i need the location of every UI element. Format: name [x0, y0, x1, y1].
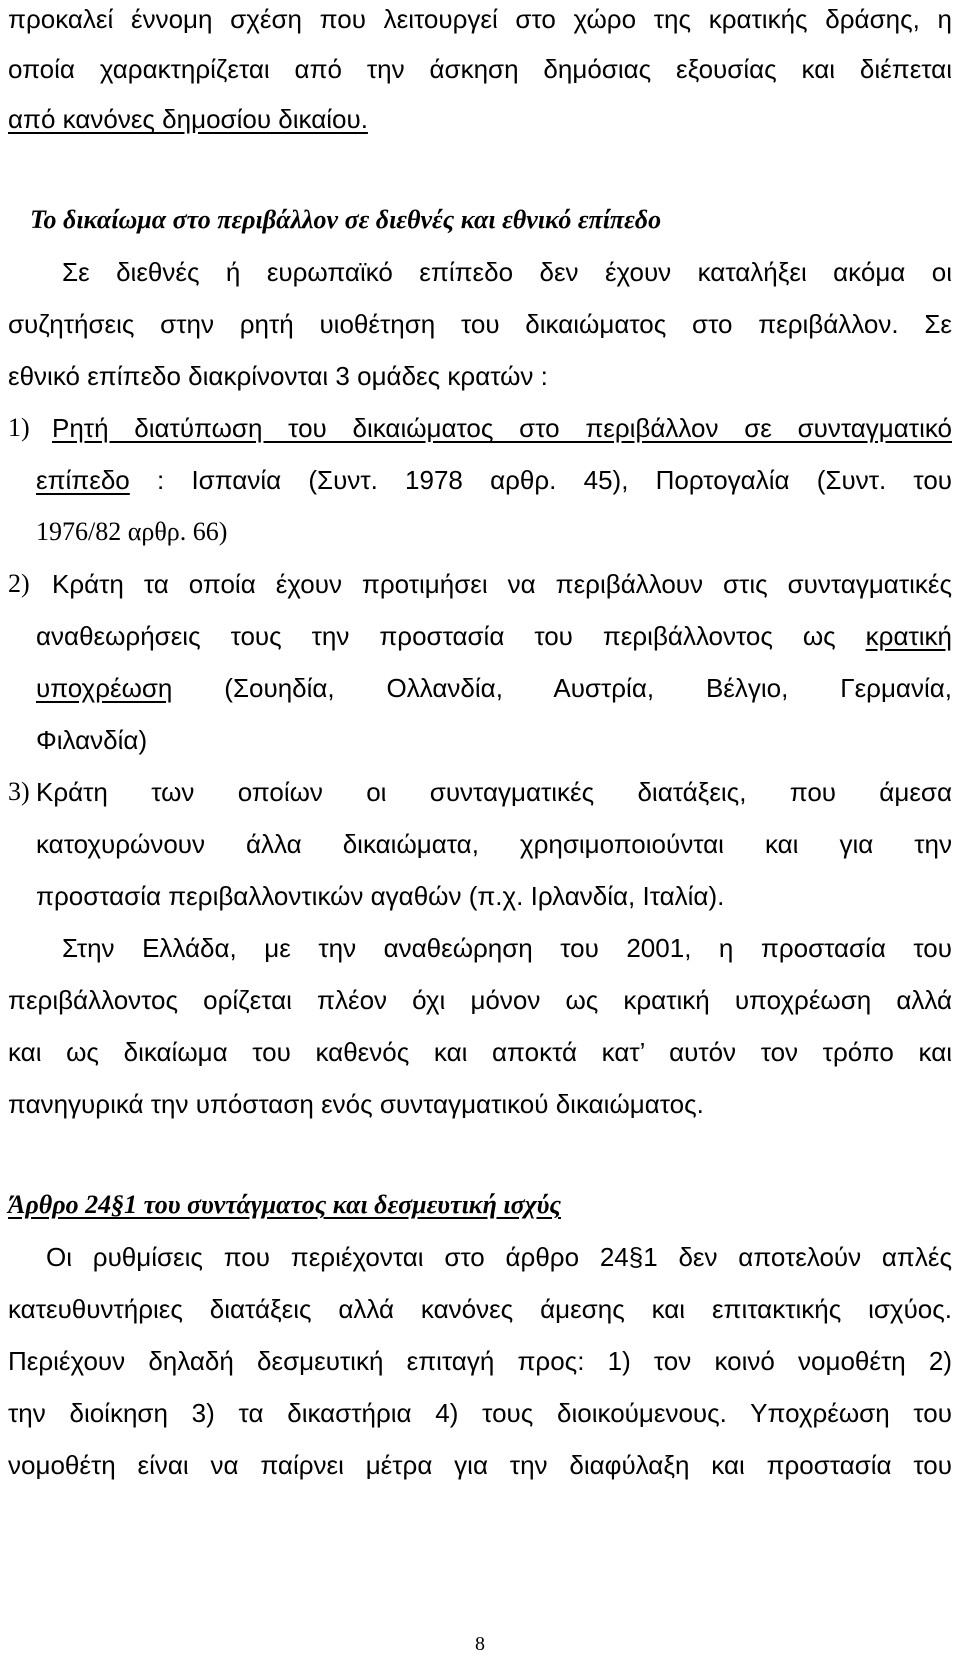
section-heading: Άρθρο 24§1 του συντάγματος και δεσμευτική ισχύς: [8, 1190, 561, 1219]
underlined-text: υποχρέωση: [36, 673, 173, 703]
intro-line: προκαλεί έννομη σχέση που λειτουργεί στο χώρο της κρατικής δράσης, η: [8, 4, 952, 34]
paragraph-line: κατευθυντήριες διατάξεις αλλά κανόνες άμεσης και επιτακτικής ισχύος.: [8, 1294, 952, 1324]
list-item-line: Κράτη τα οποία έχουν προτιμήσει να περιβάλλουν στις συνταγματικές: [52, 569, 952, 599]
list-item-line: Ρητή διατύπωση του δικαιώματος στο περιβάλλον σε συνταγματικό: [52, 413, 952, 443]
list-number: 3): [8, 777, 30, 806]
intro-line-last: [8, 102, 952, 136]
list-item-line: [36, 463, 952, 497]
paragraph-line: συζητήσεις στην ρητή υιοθέτηση του δικαιώματος στο περιβάλλον. Σε: [8, 309, 952, 339]
paragraph-line: Περιέχουν δηλαδή δεσμευτική επιταγή προς: 1) τον κοινό νομοθέτη 2): [8, 1346, 952, 1376]
section-heading: Το δικαίωμα στο περιβάλλον σε διεθνές και εθνικό επίπεδο: [30, 205, 662, 234]
underlined-text: επίπεδο: [36, 465, 130, 495]
paragraph-line: την διοίκηση 3) τα δικαστήρια 4) τους διοικούμενους. Υποχρέωση του: [8, 1398, 952, 1428]
list-item-text: : Ισπανία (Συντ. 1978 αρθρ. 45), Πορτογαλία (Συντ. του: [129, 465, 952, 495]
paragraph-line: εθνικό επίπεδο διακρίνονται 3 ομάδες κρατών :: [8, 361, 548, 391]
paragraph-line: νομοθέτη είναι να παίρνει μέτρα για την διαφύλαξη και προστασία του: [8, 1450, 952, 1480]
list-item-text: αναθεωρήσεις τους την προστασία του περιβάλλοντος ως: [36, 621, 866, 651]
paragraph-line: περιβάλλοντος ορίζεται πλέον όχι μόνον ως κρατική υποχρέωση αλλά: [8, 985, 952, 1015]
list-item-line: [36, 619, 952, 653]
list-item-line: κατοχυρώνουν άλλα δικαιώματα, χρησιμοποιούνται και για την: [36, 829, 952, 859]
list-item-line: προστασία περιβαλλοντικών αγαθών (π.χ. Ιρλανδία, Ιταλία).: [36, 881, 725, 911]
list-item-line: [36, 671, 952, 705]
list-item-text: (Σουηδία, Ολλανδία, Αυστρία, Βέλγιο, Γερμανία,: [172, 673, 952, 703]
list-number: 1): [8, 413, 30, 442]
paragraph-line: Σε διεθνές ή ευρωπαϊκό επίπεδο δεν έχουν καταλήξει ακόμα οι: [62, 257, 952, 287]
list-number: 2): [8, 569, 30, 598]
intro-line: οποία χαρακτηρίζεται από την άσκηση δημόσιας εξουσίας και διέπεται: [8, 54, 952, 84]
paragraph-line: πανηγυρικά την υπόσταση ενός συνταγματικού δικαιώματος.: [8, 1089, 704, 1119]
paragraph-line: Οι ρυθμίσεις που περιέχονται στο άρθρο 24§1 δεν αποτελούν απλές: [46, 1242, 952, 1272]
underlined-text: κρατική: [865, 621, 952, 651]
paragraph-line: Στην Ελλάδα, με την αναθεώρηση του 2001, η προστασία του: [62, 933, 952, 963]
paragraph-line: και ως δικαίωμα του καθενός και αποκτά κατ’ αυτόν τον τρόπο και: [8, 1037, 952, 1067]
page-number: 8: [475, 1633, 485, 1655]
list-item-line: 1976/82 αρθρ. 66): [36, 517, 228, 546]
intro-last-text: από κανόνες δημοσίου δικαίου.: [8, 104, 368, 134]
list-item-line: Φιλανδία): [36, 725, 148, 755]
list-item-line: Κράτη των οποίων οι συνταγματικές διατάξεις, που άμεσα: [36, 777, 952, 807]
